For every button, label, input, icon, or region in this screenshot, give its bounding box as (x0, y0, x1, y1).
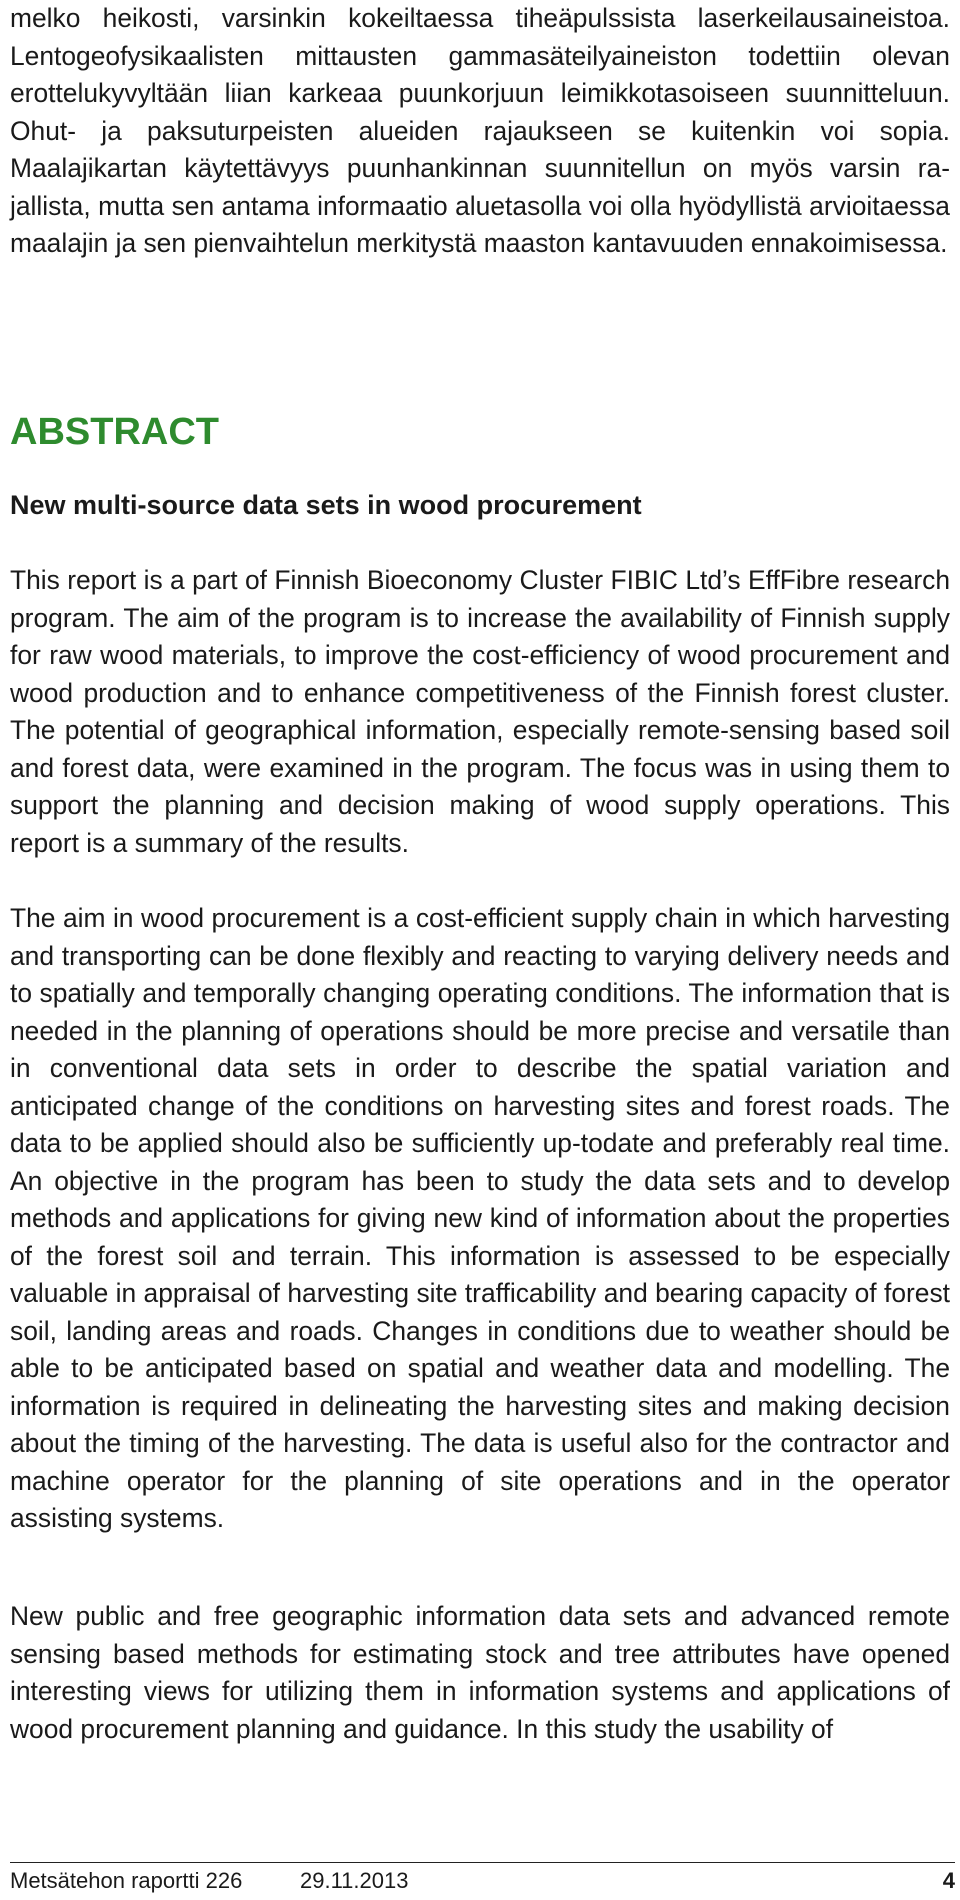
abstract-heading: ABSTRACT (10, 411, 219, 453)
abstract-paragraph-1: This report is a part of Finnish Bioeconomy Cluster FIBIC Ltd’s EffFibre research program. The aim of the program is to increase the availability of Finnish supply for raw wood materials, to improve the cost-efficiency of wood procurement and wood production and to enhance competitiveness of the Finnish forest cluster. The potential of geographical information, especially remote-sensing based soil and forest data, were examined in the program. The focus was in using them to support the planning and decision making of wood supply operations. This report is a summary of the results. (10, 565, 950, 858)
page-number: 4 (942, 1868, 955, 1893)
footer-divider (10, 1862, 955, 1863)
intro-paragraph: melko heikosti, varsinkin kokeiltaessa tiheäpulssista laserkeilausaineistoa. Lentogeofysikaalisten mittausten gammasäteilyaineiston todettiin olevan erottelukyvyltään liian karkeaa puunkorjuun leimikkotasoiseen suunnitteluun. Ohut- ja paksuturpeisten alueiden rajaukseen se kuitenkin voi sopia. Maalajikartan käytettävyys puunhankinnan suunnitellun on myös varsin rajallista, mutta sen antama informaatio aluetasolla voi olla hyödyllistä arvioitaessa maalajin ja sen pienvaihtelun merkitystä maaston kantavuuden ennakoimisessa. (10, 3, 950, 258)
footer-date: 29.11.2013 (300, 1868, 409, 1893)
abstract-paragraph-2: The aim in wood procurement is a cost-efficient supply chain in which harvesting and transporting can be done flexibly and reacting to varying delivery needs and to spatially and temporally changing operating conditions. The information that is needed in the planning of operations should be more precise and versatile than in conventional data sets in order to describe the spatial variation and anticipated change of the conditions on harvesting sites and forest roads. The data to be applied should also be sufficiently up-todate and preferably real time. An objective in the program has been to study the data sets and to develop methods and applications for giving new kind of information about the properties of the forest soil and terrain. This information is assessed to be especially valuable in appraisal of harvesting site trafficability and bearing capacity of forest soil, landing areas and roads. Changes in conditions due to weather should be able to be anticipated based on spatial and weather data and modelling. The information is required in delineating the harvesting sites and making decision about the timing of the harvesting. The data is useful also for the contractor and machine operator for the planning of site operations and in the operator assisting systems. (10, 903, 950, 1533)
abstract-title: New multi-source data sets in wood procurement (10, 490, 642, 520)
abstract-paragraph-3: New public and free geographic information data sets and advanced remote sensing based methods for estimating stock and tree attributes have opened interesting views for utilizing them in information systems and applications of wood procurement planning and guidance. In this study the usability of (10, 1601, 950, 1744)
footer-report-name: Metsätehon raportti 226 (10, 1868, 243, 1893)
